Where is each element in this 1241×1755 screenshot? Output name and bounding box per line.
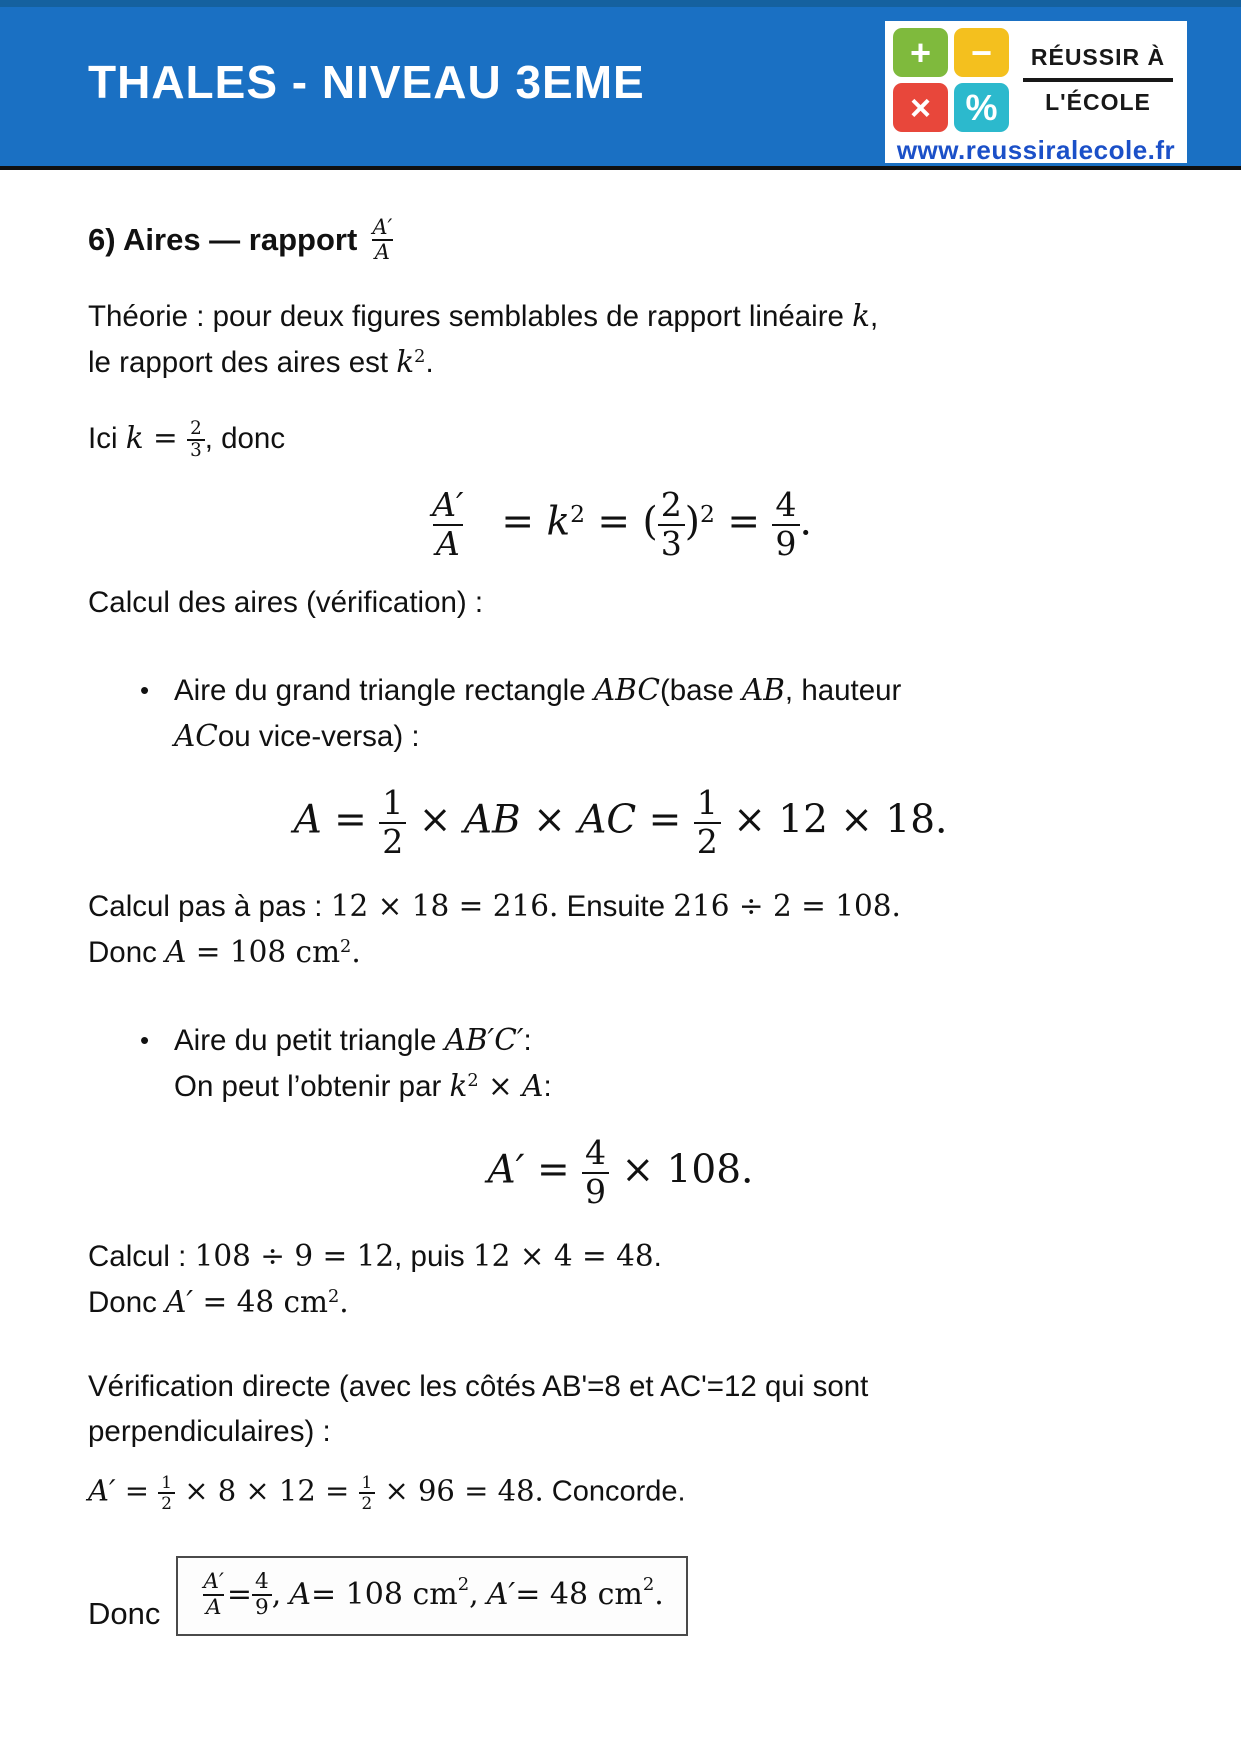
math-var-area: A [293,797,322,843]
fraction-numerator: A′ [432,485,464,525]
math-run: = [536,1147,570,1193]
fraction [252,1570,272,1620]
text-run: Aire du grand triangle rectangle [174,674,594,707]
fraction-numerator: 4 [585,1133,607,1173]
conclusion-label: Donc [88,1595,161,1631]
text-run: Vérification directe (avec les côtés AB'=8 et AC'=12 qui sont [88,1369,869,1403]
math-exponent: 2 [570,499,585,528]
fraction-denominator: 2 [379,822,406,860]
math-var-area: A [522,1068,544,1103]
list-item [88,668,1153,759]
math-var-area-prime: A′ [487,1147,525,1193]
math-run: ) [684,499,701,545]
fraction-denominator: 2 [694,822,721,860]
fraction-denominator: 9 [582,1172,609,1210]
math-var-k: k [396,344,415,379]
math-var-k: k [852,299,871,334]
fraction-numerator: 4 [775,485,797,525]
math-var-area-prime: A′ [486,1577,516,1613]
math-run: . [339,1284,349,1319]
math-run: = [727,499,760,545]
logo-operator-grid [893,28,1009,132]
math-run: = [226,1577,253,1613]
list-item [88,1018,1153,1109]
math-run: , [271,1577,282,1613]
fraction-numerator: 2 [660,485,682,525]
math-var-area-prime: A′ [88,1473,116,1508]
math-run: × 8 × 12 = [174,1473,359,1508]
text-run: , hauteur [784,674,902,707]
math-exponent: 2 [642,1574,655,1596]
fraction [582,1135,609,1210]
math-run: = 108 cm [310,1577,458,1613]
text-run: Aire du petit triangle [174,1023,445,1057]
text-run: = [143,420,188,455]
fraction-numerator: 4 [255,1569,269,1595]
equation-ratio [88,487,1153,562]
text-run: perpendiculaires) : [88,1415,331,1449]
math-var-abc-prime: AB′C′ [444,1022,524,1057]
section-heading [88,216,1153,264]
math-var-k: k [125,420,144,455]
math-var-k: k [449,1068,468,1103]
math-run: = [334,797,367,843]
bullet-icon: • [140,1024,150,1055]
math-var-ac: AC [174,718,218,753]
math-var-area-prime: A′ [165,1284,194,1319]
logo-tagline-bottom: L'ÉCOLE [1045,89,1151,115]
equation-area-big [88,785,1153,860]
logo-url: www.reussiralecole.fr [896,135,1176,165]
logo-tagline-top: RÉUSSIR À [1030,44,1166,70]
paragraph-ici [88,416,1153,462]
math-var-ab: AB [741,673,785,707]
math-run: , [469,1577,479,1613]
text-run: Donc [88,1285,166,1319]
document-title: THALES - NIVEAU 3EME [88,56,645,108]
math-var-ac: AC [578,797,637,843]
text-run: Calcul : [88,1240,195,1274]
math-run: = 108 cm [186,935,341,970]
fraction [658,487,685,562]
fraction-numerator: A′ [372,215,393,239]
fraction-denominator: 2 [158,1492,175,1512]
math-var-ab: AB [463,797,521,843]
heading-fraction [369,216,395,264]
fraction-numerator: A′ [203,1569,224,1595]
text-run: Ici [88,421,126,455]
math-run: 108 ÷ 9 = 12 [194,1239,395,1274]
text-run: , donc [204,421,286,455]
logo-divider [1023,78,1172,82]
math-run: 216 ÷ 2 = 108. [673,889,901,924]
text-run: Donc [88,936,166,970]
text-run: . [425,345,434,379]
bullet-icon: • [140,675,150,705]
fraction-denominator: A [203,1594,225,1620]
section-heading-text: 6) Aires — rapport [88,222,358,258]
fraction [694,785,721,860]
text-run: Concorde. [543,1475,686,1508]
math-run: × 108. [621,1147,754,1193]
minus-icon: − [954,28,1009,77]
math-run: = 48 cm [193,1284,328,1319]
equation-verification [88,1473,1153,1512]
fraction-denominator: 3 [658,524,685,562]
math-run: × [478,1068,523,1103]
conclusion-row [88,1556,1153,1636]
math-var-k: k [546,499,571,545]
fraction-denominator: 2 [359,1492,376,1512]
fraction [429,487,466,562]
paragraph-calcul-aires: Calcul des aires (vérification) : [88,586,484,620]
paragraph-theorie [88,294,1153,385]
equation-area-small [88,1135,1153,1210]
fraction-denominator: 3 [187,439,205,461]
fraction-numerator: 1 [161,1472,172,1493]
logo [885,21,1187,163]
math-exponent: 2 [340,937,352,958]
fraction-numerator: 1 [382,783,404,823]
math-run: 12 × 18 = 216. [330,889,559,924]
math-exponent: 2 [327,1287,340,1308]
math-run: × [418,797,452,843]
fraction-denominator: A [433,524,463,562]
math-exponent: 2 [467,1070,479,1091]
math-run: . [654,1577,664,1613]
math-exponent: 2 [700,499,715,528]
fraction [200,1570,227,1620]
math-run: = 48 cm [515,1577,643,1613]
bullet-text [174,1018,552,1109]
text-run: , puis [394,1240,473,1274]
math-var-area: A [165,935,187,970]
times-icon: × [893,83,948,132]
text-run: , [870,300,879,334]
logo-tagline [1017,28,1179,132]
inline-fraction [187,419,205,461]
text-run: Ensuite [558,890,674,924]
fraction-denominator: 9 [252,1594,272,1620]
text-run: le rapport des aires est [88,345,397,379]
math-run: × 12 × 18. [733,797,948,843]
math-run: × 96 = 48. [375,1473,544,1508]
text-run: Théorie : pour deux figures semblables de rapport linéaire [88,300,853,334]
result-box [176,1556,687,1636]
math-run: 12 × 4 = 48 [472,1239,654,1274]
fraction [772,487,799,562]
text-run: (base [659,674,742,707]
math-run: = [115,1473,159,1508]
math-exponent: 2 [414,347,426,368]
page-header-banner [0,0,1241,170]
paragraph-verification [88,1364,1153,1455]
math-run: = [501,499,535,545]
fraction-denominator: 9 [772,524,799,562]
text-run: : [543,1069,552,1103]
text-run: Calcul pas à pas : [88,890,331,924]
math-run: × [533,797,566,843]
fraction-numerator: 1 [361,1472,373,1493]
paragraph-calc-steps-2 [88,1234,1153,1325]
fraction-denominator: A [372,239,393,264]
math-var-area: A [289,1577,311,1613]
paragraph-calc-steps-1 [88,884,1153,975]
math-run: . [351,935,361,970]
math-var-abc: ABC [593,673,660,707]
fraction-numerator: 2 [190,417,202,439]
math-run: = ( [597,499,658,545]
fraction [379,785,406,860]
text-run: On peut l’obtenir par [174,1069,450,1103]
math-run: . [799,499,812,545]
text-run: . [653,1240,662,1274]
bullet-text [174,668,901,759]
fraction-numerator: 1 [696,783,718,823]
divide-icon: % [954,83,1009,132]
math-run: = [648,797,682,843]
fraction [158,1473,175,1512]
text-run: ou vice-versa) : [217,719,420,753]
text-run: : [523,1023,532,1057]
fraction [359,1473,376,1512]
math-exponent: 2 [457,1574,470,1596]
document-body [0,216,1241,1636]
plus-icon: + [893,28,948,77]
